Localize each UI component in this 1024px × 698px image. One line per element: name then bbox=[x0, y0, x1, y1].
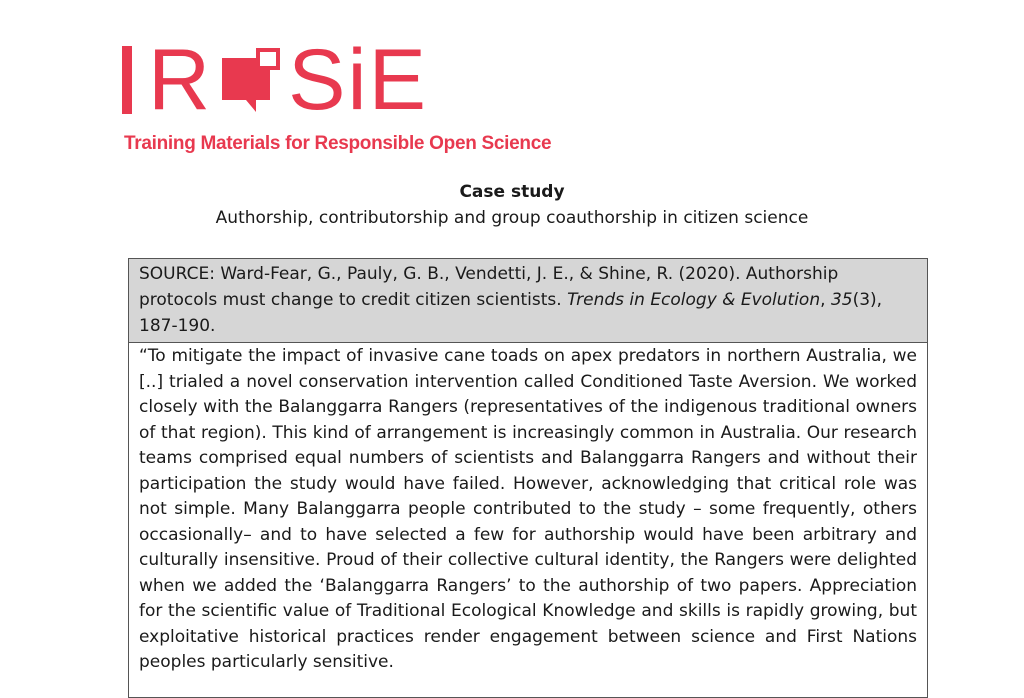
logo-speech-bubble-icon bbox=[216, 44, 284, 116]
source-issue: (3), 187-190. bbox=[139, 290, 883, 336]
source-journal: Trends in Ecology & Evolution bbox=[567, 290, 821, 310]
irosie-logo bbox=[122, 32, 428, 128]
case-quote: “To mitigate the impact of invasive cane toads on apex predators in northern Australia, we [..] trialed a novel conservation intervention called Conditioned Taste Aversion. We worked closely with the Balanggarra Rangers (representatives of the indigenous traditional owners of that region). This kind of arrangement is increasingly common in Australia. Our research teams comprised equal numbers of scientists and Balanggarra Rangers and without their participation the study would have failed. However, acknowledging that critical role was not simple. Many Balanggarra people contributed to the study – some frequently, others occasionally– and to have selected a few for authorship would have been arbitrary and culturally insensitive. Proud of their collective cultural identity, the Rangers were delighted when we added the ‘Balanggarra Rangers’ to the authorship of two papers. Appreciation for the scientific value of Traditional Ecological Knowledge and skills is rapidly growing, but exploitative historical practices render engagement between science and First Nations peoples particularly sensitive. bbox=[139, 346, 917, 672]
logo-letters-before: R bbox=[148, 32, 213, 128]
source-sep: , bbox=[820, 290, 831, 310]
tagline: Training Materials for Responsible Open Science bbox=[124, 133, 552, 154]
logo-i-bar bbox=[122, 46, 132, 114]
case-study-title: Case study bbox=[459, 182, 565, 202]
case-study-subtitle: Authorship, contributorship and group coauthorship in citizen science bbox=[215, 208, 809, 228]
source-volume: 35 bbox=[830, 290, 853, 310]
source-citation bbox=[129, 259, 927, 343]
source-prefix: SOURCE: Ward-Fear, G., Pauly, G. B., Vendetti, J. E., & Shine, R. (2020). Authorship protocols must change to credit citizen scientists. bbox=[139, 264, 839, 310]
logo-letters-after: SiE bbox=[288, 32, 428, 128]
case-box bbox=[128, 258, 928, 698]
